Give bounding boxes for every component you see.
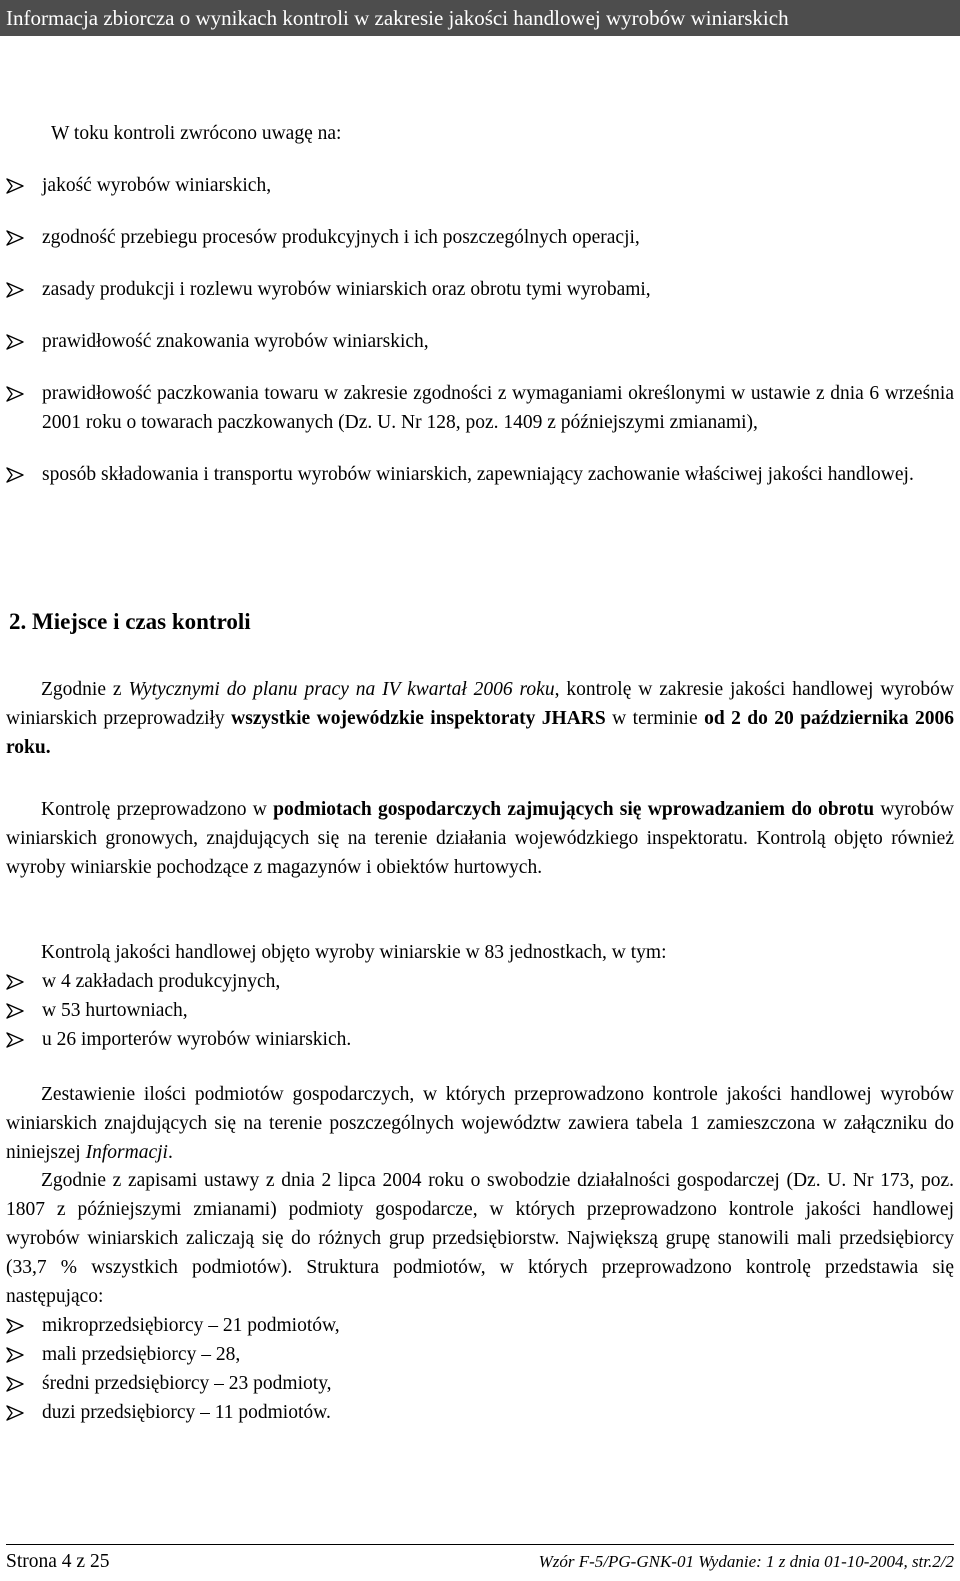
arrow-bullet-icon bbox=[6, 1398, 30, 1427]
list-item bbox=[6, 223, 954, 252]
arrow-bullet-icon bbox=[6, 379, 30, 408]
list-item bbox=[6, 275, 954, 304]
list-item bbox=[6, 1369, 954, 1398]
list-item-text: duzi przedsiębiorcy – 11 podmiotów. bbox=[42, 1402, 331, 1423]
list-item-text: sposób składowania i transportu wyrobów winiarskich, zapewniający zachowanie właściwej jakości handlowej. bbox=[42, 464, 914, 485]
list-item bbox=[6, 1025, 954, 1054]
paragraph-4 bbox=[6, 1080, 954, 1167]
paragraph-italic: Wytycznymi do planu pracy na IV kwartał 2006 roku bbox=[128, 679, 555, 700]
paragraph-3 bbox=[6, 938, 954, 1054]
list-item bbox=[6, 1398, 954, 1427]
list-item-text: u 26 importerów wyrobów winiarskich. bbox=[42, 1029, 352, 1050]
list-item-text: zgodność przebiegu procesów produkcyjnych i ich poszczególnych operacji, bbox=[42, 227, 640, 248]
arrow-bullet-icon bbox=[6, 1369, 30, 1398]
list-item bbox=[6, 327, 954, 356]
arrow-bullet-icon bbox=[6, 1025, 30, 1054]
paragraph-bold: wszystkie wojewódzkie inspektoraty JHARS bbox=[231, 708, 606, 729]
paragraph-text: Zgodnie z bbox=[41, 679, 129, 700]
list-item-text: prawidłowość znakowania wyrobów winiarskich, bbox=[42, 331, 429, 352]
list-item-text: mikroprzedsiębiorcy – 21 podmiotów, bbox=[42, 1315, 340, 1336]
section-title: 2. Miejsce i czas kontroli bbox=[9, 609, 251, 634]
list-item-text: średni przedsiębiorcy – 23 podmioty, bbox=[42, 1373, 332, 1394]
list-item bbox=[6, 996, 954, 1025]
page-number: Strona 4 z 25 bbox=[6, 1551, 110, 1572]
paragraph-text: Zestawienie ilości podmiotów gospodarczych, w których przeprowadzono kontrole jakości handlowej wyrobów winiarskich znajdujących się na terenie poszczególnych województw zawiera tabela 1 zamieszczona w załączniku do niniejszej bbox=[6, 1084, 954, 1163]
list-item-text: w 53 hurtowniach, bbox=[42, 1000, 188, 1021]
list-item-text: prawidłowość paczkowania towaru w zakresie zgodności z wymaganiami określonymi w ustawie z dnia 6 września 2001 roku o towarach paczkowanych (Dz. U. Nr 128, poz. 1409 z późniejszymi zmianami), bbox=[42, 383, 954, 433]
paragraph-text: Zgodnie z zapisami ustawy z dnia 2 lipca 2004 roku o swobodzie działalności gospodarczej (Dz. U. Nr 173, poz. 1807 z późniejszymi zmianami) podmioty gospodarcze, w których przeprowadzono kontrole jakości handlowej wyrobów winiarskich zaliczają się do różnych grup przedsiębiorstw. Największą grupę stanowili mali przedsiębiorcy (33,7 % wszystkich podmiotów). Struktura podmiotów, w których przeprowadzono kontrolę przedstawia się następująco: bbox=[6, 1170, 954, 1307]
list-item bbox=[6, 1340, 954, 1369]
list-item-text: zasady produkcji i rozlewu wyrobów winiarskich oraz obrotu tymi wyrobami, bbox=[42, 279, 651, 300]
paragraph-text: , kontrolę w zakresie jakości handlowej wyrobów winiarskich przeprowadziły bbox=[6, 679, 954, 729]
attention-intro: W toku kontroli zwrócono uwagę na: bbox=[51, 123, 342, 144]
list-item-text: jakość wyrobów winiarskich, bbox=[42, 175, 272, 196]
attention-section bbox=[6, 119, 954, 489]
paragraph-text: Kontrolę przeprowadzono w bbox=[41, 799, 274, 820]
arrow-bullet-icon bbox=[6, 996, 30, 1025]
list-item bbox=[6, 379, 954, 437]
paragraph-text: wyrobów winiarskich gronowych, znajdujących się na terenie działania wojewódzkiego inspektoratu. Kontrolą objęto również wyroby winiarskie pochodzące z magazynów i obiektów hurtowych. bbox=[6, 799, 955, 878]
paragraph-text: w terminie bbox=[605, 708, 705, 729]
arrow-bullet-icon bbox=[6, 223, 30, 252]
footer-divider bbox=[6, 1544, 954, 1545]
list-item-text: w 4 zakładach produkcyjnych, bbox=[42, 971, 281, 992]
paragraph-bold: od 2 do 20 października 2006 roku. bbox=[6, 708, 954, 758]
list-item-text: mali przedsiębiorcy – 28, bbox=[42, 1344, 241, 1365]
running-header bbox=[0, 0, 960, 36]
list-item bbox=[6, 171, 954, 200]
paragraph-text: . bbox=[167, 1142, 173, 1163]
paragraph-bold: podmiotach gospodarczych zajmujących się wprowadzaniem do obrotu bbox=[273, 799, 875, 820]
paragraph-intro: Kontrolą jakości handlowej objęto wyroby winiarskie w 83 jednostkach, w tym: bbox=[41, 942, 667, 963]
arrow-bullet-icon bbox=[6, 327, 30, 356]
arrow-bullet-icon bbox=[6, 171, 30, 200]
paragraph-italic: Informacji bbox=[85, 1142, 168, 1163]
arrow-bullet-icon bbox=[6, 967, 30, 996]
form-reference: Wzór F-5/PG-GNK-01 Wydanie: 1 z dnia 01-10-2004, str.2/2 bbox=[538, 1552, 954, 1571]
paragraph-1 bbox=[6, 675, 954, 762]
arrow-bullet-icon bbox=[6, 1340, 30, 1369]
header-title: Informacja zbiorcza o wynikach kontroli w zakresie jakości handlowej wyrobów winiarskich bbox=[6, 6, 789, 30]
arrow-bullet-icon bbox=[6, 460, 30, 489]
arrow-bullet-icon bbox=[6, 1311, 30, 1340]
list-item bbox=[6, 1311, 954, 1340]
arrow-bullet-icon bbox=[6, 275, 30, 304]
list-item bbox=[6, 967, 954, 996]
list-item bbox=[6, 460, 954, 489]
paragraph-5 bbox=[6, 1166, 954, 1427]
section-heading bbox=[6, 606, 954, 638]
paragraph-2 bbox=[6, 795, 954, 882]
